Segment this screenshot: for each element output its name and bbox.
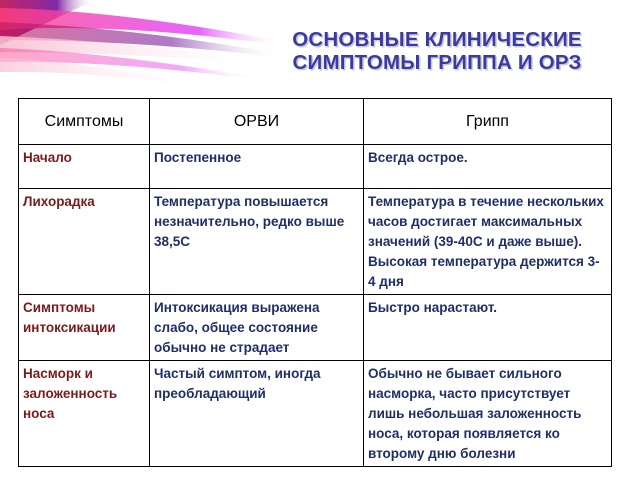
header-symptoms: Симптомы	[19, 99, 150, 145]
cell-flu: Обычно не бывает сильного насморка, часто присутствует лишь небольшая заложенность носа, которая появляется ко второму дню болезни	[364, 361, 612, 467]
table-row	[19, 145, 612, 189]
cell-orvi: Частый симптом, иногда преобладающий	[150, 361, 364, 467]
cell-symptom: Симптомы интоксикации	[19, 295, 150, 361]
header-orvi: ОРВИ	[150, 99, 364, 145]
slide-title-line-1: ОСНОВНЫЕ КЛИНИЧЕСКИЕ	[292, 28, 582, 51]
cell-symptom: Начало	[19, 145, 150, 189]
cell-orvi: Температура повышается незначительно, редко выше 38,5С	[150, 189, 364, 295]
cell-symptom: Насморк и заложенность носа	[19, 361, 150, 467]
slide-title	[262, 28, 612, 74]
decorative-ribbon-graphic	[0, 0, 290, 90]
cell-orvi: Постепенное	[150, 145, 364, 189]
symptoms-comparison-table	[18, 98, 612, 467]
header-flu: Грипп	[364, 99, 612, 145]
table-header-row	[19, 99, 612, 145]
cell-flu: Быстро нарастают.	[364, 295, 612, 361]
table-row	[19, 295, 612, 361]
slide-title-line-2: СИМПТОМЫ ГРИППА И ОРЗ	[292, 51, 582, 74]
table-row	[19, 361, 612, 467]
cell-flu: Всегда острое.	[364, 145, 612, 189]
cell-symptom: Лихорадка	[19, 189, 150, 295]
table-row	[19, 189, 612, 295]
cell-flu: Температура в течение нескольких часов достигает максимальных значений (39-40С и даже выше). Высокая температура держится 3-4 дня	[364, 189, 612, 295]
cell-orvi: Интоксикация выражена слабо, общее состояние обычно не страдает	[150, 295, 364, 361]
